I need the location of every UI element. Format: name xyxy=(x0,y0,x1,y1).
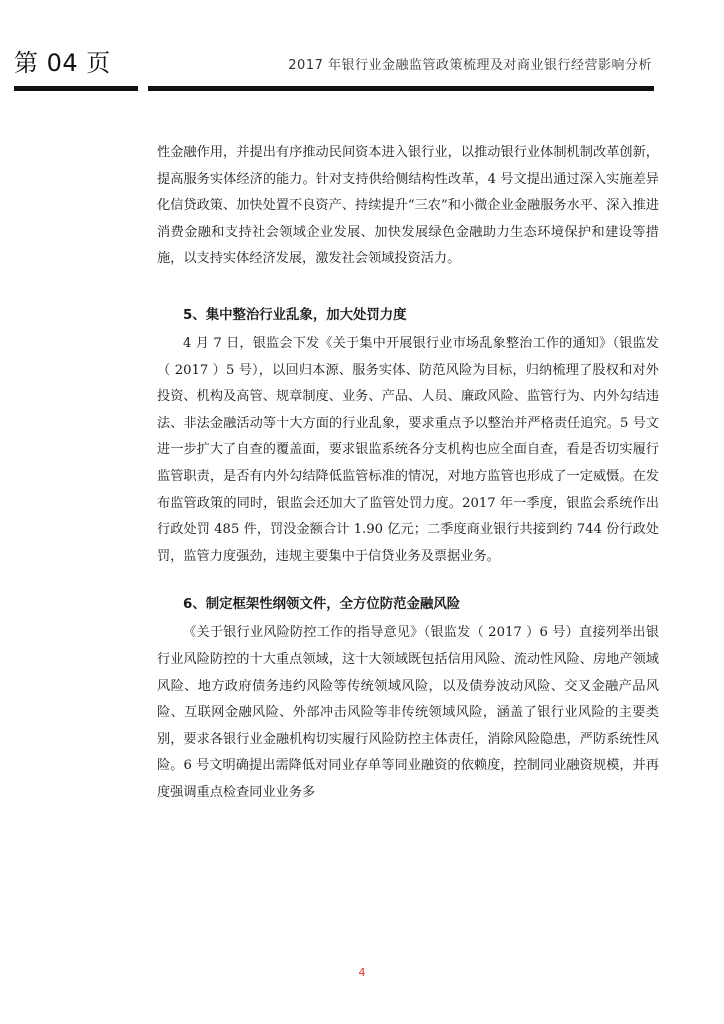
intro-paragraph: 性金融作用，并提出有序推动民间资本进入银行业，以推动银行业体制机制改革创新，提高服务实体经济的能力。针对支持供给侧结构性改革，4 号文提出通过深入实施差异化信贷政策、加快处置不良资产、持续提升“三农”和小微企业金融服务水平、深入推进消费金融和支持社会领域企业发展、加快发展绿色金融助力生态环境保护和建设等措施，以支持实体经济发展，激发社会领域投资活力。 xyxy=(157,145,659,267)
header-rule-left xyxy=(14,86,138,91)
spacer xyxy=(157,273,659,303)
header-title: 2017 年银行业金融监管政策梳理及对商业银行经营影响分析 xyxy=(288,58,652,73)
page-number: 4 xyxy=(358,966,366,979)
section-5-heading: 5、集中整治行业乱象，加大处罚力度 xyxy=(183,307,407,323)
header-rule-right xyxy=(148,86,654,91)
spacer xyxy=(157,570,659,592)
page-label: 第 04 页 xyxy=(14,49,111,77)
section-6-paragraph: 《关于银行业风险防控工作的指导意见》（银监发（ 2017 ）6 号）直接列举出银行业风险防控的十大重点领域，这十大领域既包括信用风险、流动性风险、房地产领域风险、地方政府债务违约风险等传统领域风险，以及债券波动风险、交叉金融产品风险、互联网金融风险、外部冲击风险等非传统领域风险，涵盖了银行业风险的主要类别，要求各银行业金融机构切实履行风险防控主体责任，消除风险隐患，严防系统性风险。6 号文明确提出需降低对同业存单等同业融资的依赖度，控制同业融资规模，并再度强调重点检查同业业务多 xyxy=(157,625,659,800)
section-6-heading: 6、制定框架性纲领文件，全方位防范金融风险 xyxy=(183,597,461,613)
document-body xyxy=(157,140,659,806)
section-5-paragraph: 4 月 7 日，银监会下发《关于集中开展银行业市场乱象整治工作的通知》（银监发（ 2017 ）5 号），以回归本源、服务实体、防范风险为目标，归纳梳理了股权和对外投资、机构及高管、规章制度、业务、产品、人员、廉政风险、监管行为、内外勾结违法、非法金融活动等十大方面的行业乱象，要求重点予以整治并严格责任追究。5 号文进一步扩大了自查的覆盖面，要求银监系统各分支机构也应全面自查，看是否切实履行监管职责，是否有内外勾结降低监管标准的情况，对地方监管也形成了一定威慑。在发布监管政策的同时，银监会还加大了监管处罚力度。2017 年一季度，银监会系统作出行政处罚 485 件，罚没金额合计 1.90 亿元；二季度商业银行共接到约 744 份行政处罚，监管力度强劲，违规主要集中于信贷业务及票据业务。 xyxy=(157,335,659,564)
